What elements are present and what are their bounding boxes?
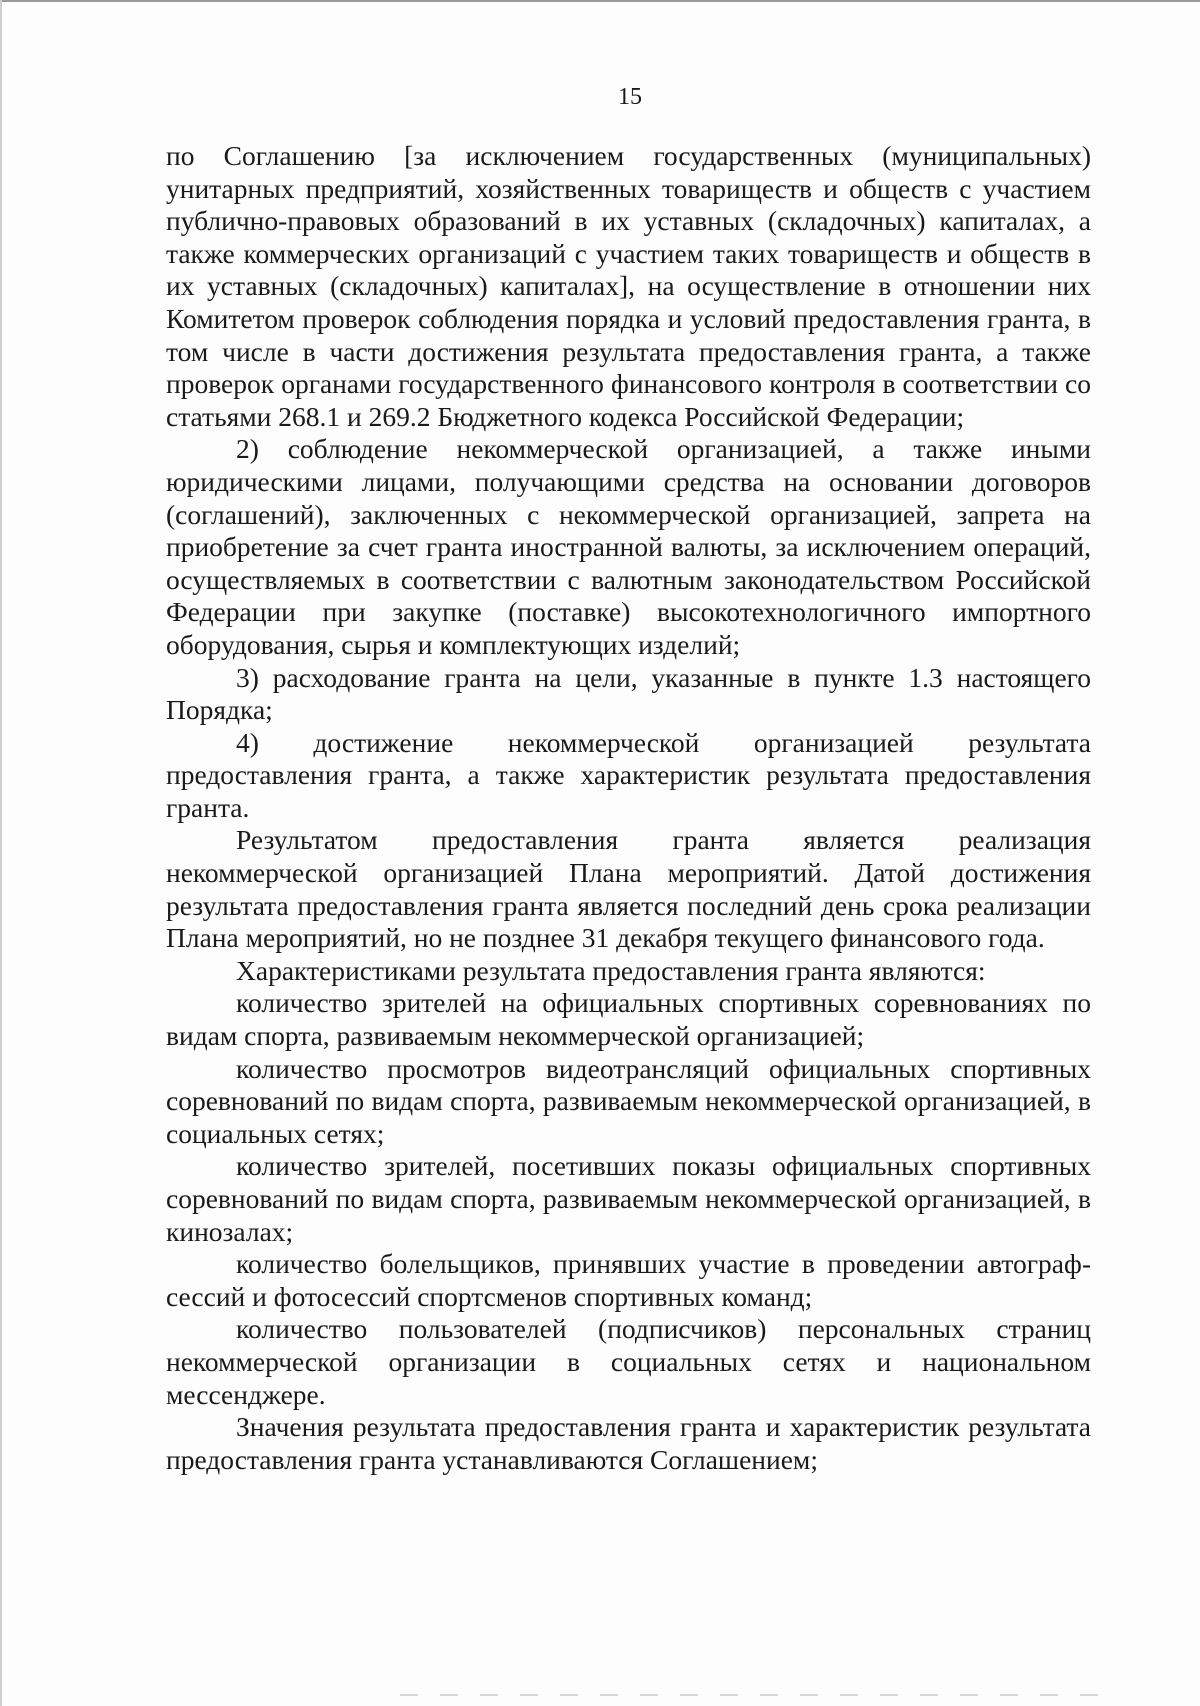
paragraph-characteristics-intro: Характеристиками результата предоставления гранта являются: <box>236 954 986 986</box>
scan-edge-top <box>0 0 1200 2</box>
paragraph-characteristic-cinema: количество зрителей, посетивших показы официальных спортивных соревнований по видам спорта, развиваемым некоммерческой организацией, в кинозалах; <box>166 1150 1091 1247</box>
document-body <box>166 140 1091 1476</box>
paragraph-characteristic-fans: количество болельщиков, принявших участие в проведении автограф-сессий и фотосессий спортсменов спортивных команд; <box>166 1248 1091 1312</box>
paragraph-item-3-spending: 3) расходование гранта на цели, указанные в пункте 1.3 настоящего Порядка; <box>166 661 1091 726</box>
scan-artifact <box>400 1694 1100 1696</box>
paragraph-values-agreement: Значения результата предоставления гранта и характеристик результата предоставления гранта устанавливаются Соглашением; <box>166 1411 1091 1475</box>
paragraph-grant-result: Результатом предоставления гранта является реализация некоммерческой организацией Плана мероприятий. Датой достижения результата предоставления гранта является последний день срока реализации Плана мероприятий, но не позднее 31 декабря текущего финансового года. <box>166 824 1091 954</box>
paragraph-characteristic-subscribers: количество пользователей (подписчиков) персональных страниц некоммерческой организации в социальных сетях и национальном мессенджере. <box>166 1313 1091 1410</box>
paragraph-characteristic-video-views: количество просмотров видеотрансляций официальных спортивных соревнований по видам спорта, развиваемым некоммерческой организацией, в социальных сетях; <box>166 1052 1091 1149</box>
paragraph-item-2-currency-ban: 2) соблюдение некоммерческой организацией, а также иными юридическими лицами, получающими средства на основании договоров (соглашений), заключенных с некоммерческой организацией, запрета на приобретение за счет гранта иностранной валюты, за исключением операций, осуществляемых в соответствии с валютным законодательством Российской Федерации при закупке (поставке) высокотехнологичного импортного оборудования, сырья и комплектующих изделий; <box>166 433 1091 660</box>
page-number: 15 <box>618 84 642 110</box>
scan-edge-left <box>0 0 2 1706</box>
paragraph-agreement-consent: по Соглашению [за исключением государственных (муниципальных) унитарных предприятий, хозяйственных товариществ и обществ с участием публично-правовых образований в их уставных (складочных) капиталах, а также коммерческих организаций с участием таких товариществ и обществ в их уставных (складочных) капиталах], на осуществление в отношении них Комитетом проверок соблюдения порядка и условий предоставления гранта, в том числе в части достижения результата предоставления гранта, а также проверок органами государственного финансового контроля в соответствии со статьями 268.1 и 269.2 Бюджетного кодекса Российской Федерации; <box>166 140 1091 432</box>
paragraph-item-4-result: 4) достижение некоммерческой организацией результата предоставления гранта, а также характеристик результата предоставления гранта. <box>166 726 1091 823</box>
paragraph-characteristic-spectators: количество зрителей на официальных спортивных соревнованиях по видам спорта, развиваемым некоммерческой организацией; <box>166 987 1091 1052</box>
